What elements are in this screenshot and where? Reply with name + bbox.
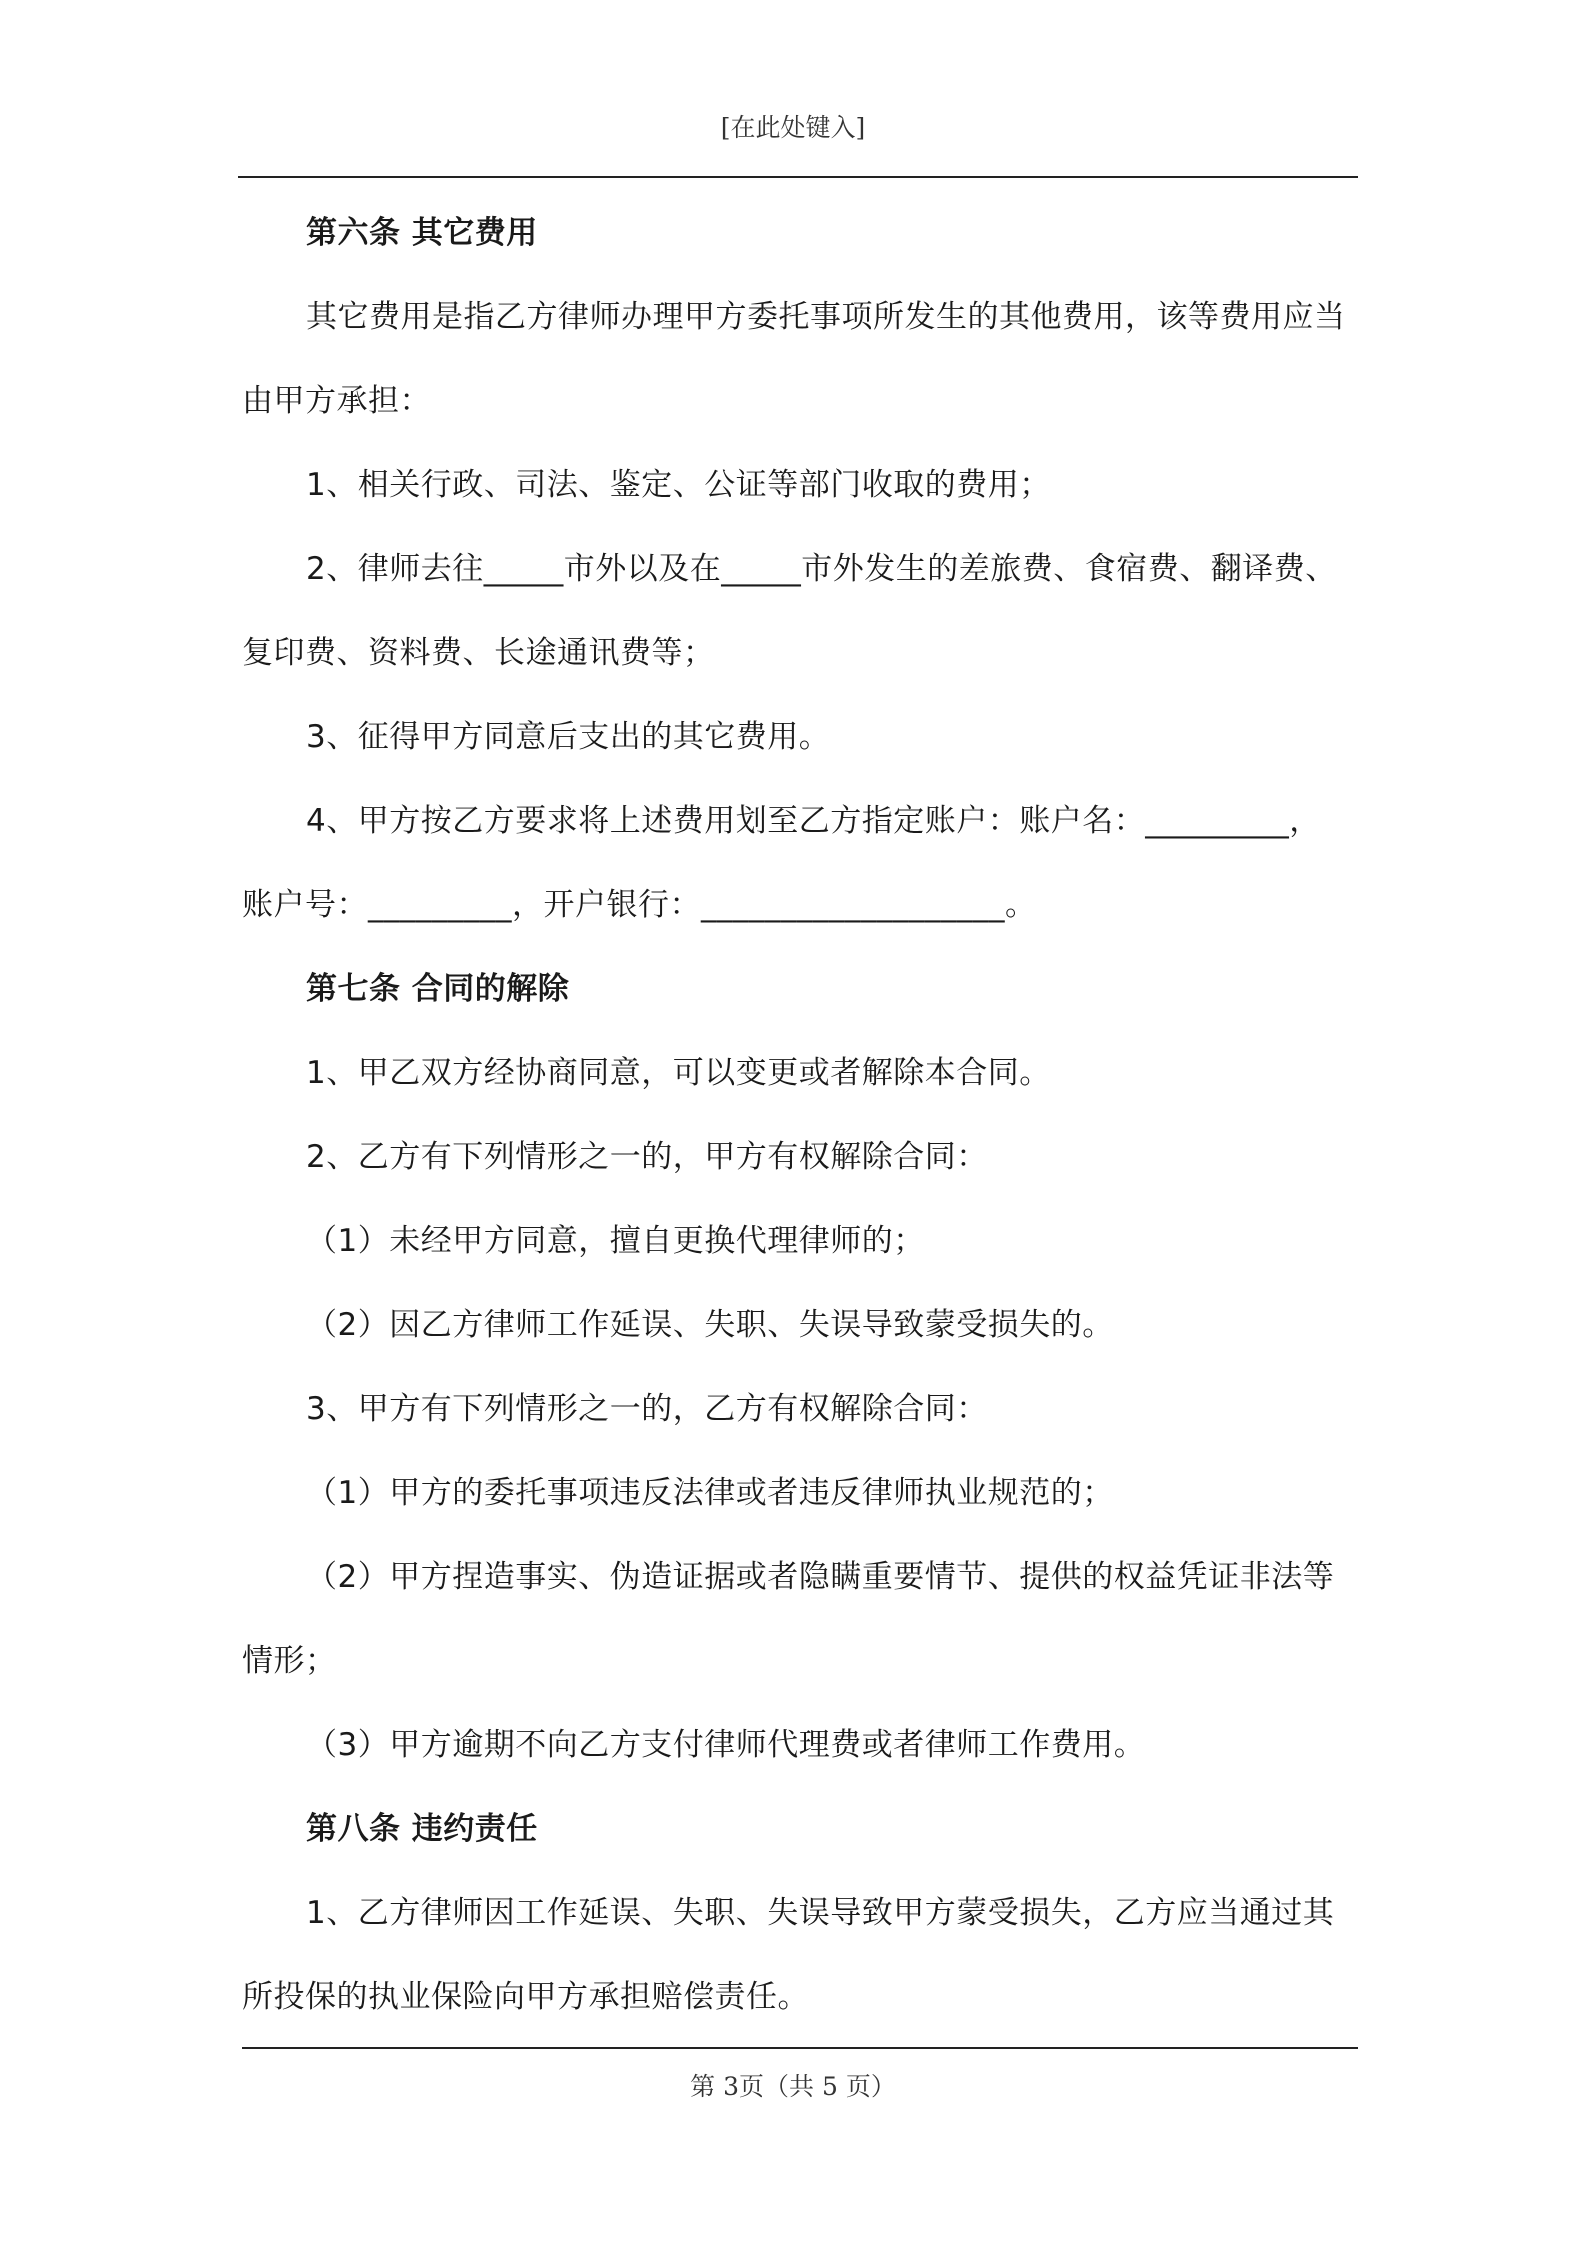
- text-line: （1）未经甲方同意，擅自更换代理律师的；: [306, 1223, 925, 1259]
- text-line: 所投保的执业保险向甲方承担赔偿责任。: [242, 1979, 809, 2015]
- text-line: 1、乙方律师因工作延误、失职、失误导致甲方蒙受损失，乙方应当通过其: [306, 1895, 1335, 1931]
- text-line: 3、征得甲方同意后支出的其它费用。: [306, 719, 831, 755]
- text-line: 情形；: [242, 1643, 337, 1679]
- text-line: 1、相关行政、司法、鉴定、公证等部门收取的费用；: [306, 467, 1051, 503]
- text-line: （2）因乙方律师工作延误、失职、失误导致蒙受损失的。: [306, 1307, 1114, 1343]
- text-line: 账户号：_________，开户银行：___________________。: [242, 887, 1037, 923]
- document-body: [242, 205, 1358, 2053]
- text-line: （2）甲方捏造事实、伪造证据或者隐瞒重要情节、提供的权益凭证非法等: [306, 1559, 1335, 1595]
- footer-rule: [242, 2047, 1358, 2049]
- text-line: 4、甲方按乙方要求将上述费用划至乙方指定账户：账户名：_________，: [306, 803, 1321, 839]
- text-line: 3、甲方有下列情形之一的，乙方有权解除合同：: [306, 1391, 988, 1427]
- text-line: 1、甲乙双方经协商同意，可以变更或者解除本合同。: [306, 1055, 1051, 1091]
- article-heading: 第八条 违约责任: [306, 1811, 538, 1847]
- article-heading: 第六条 其它费用: [306, 215, 538, 251]
- text-line: 其它费用是指乙方律师办理甲方委托事项所发生的其他费用，该等费用应当: [306, 299, 1346, 335]
- page-footer: 第 3页（共 5 页）: [690, 2072, 896, 2101]
- article-heading: 第七条 合同的解除: [306, 971, 570, 1007]
- text-line: 复印费、资料费、长途通讯费等；: [242, 635, 715, 671]
- text-line: （1）甲方的委托事项违反法律或者违反律师执业规范的；: [306, 1475, 1114, 1511]
- text-line: 由甲方承担：: [242, 383, 431, 419]
- header-rule: [238, 176, 1358, 178]
- text-line: 2、乙方有下列情形之一的，甲方有权解除合同：: [306, 1139, 988, 1175]
- text-line: （3）甲方逾期不向乙方支付律师代理费或者律师工作费用。: [306, 1727, 1146, 1763]
- text-line: 2、律师去往_____市外以及在_____市外发生的差旅费、食宿费、翻译费、: [306, 551, 1337, 587]
- page-header: [在此处键入]: [720, 113, 866, 142]
